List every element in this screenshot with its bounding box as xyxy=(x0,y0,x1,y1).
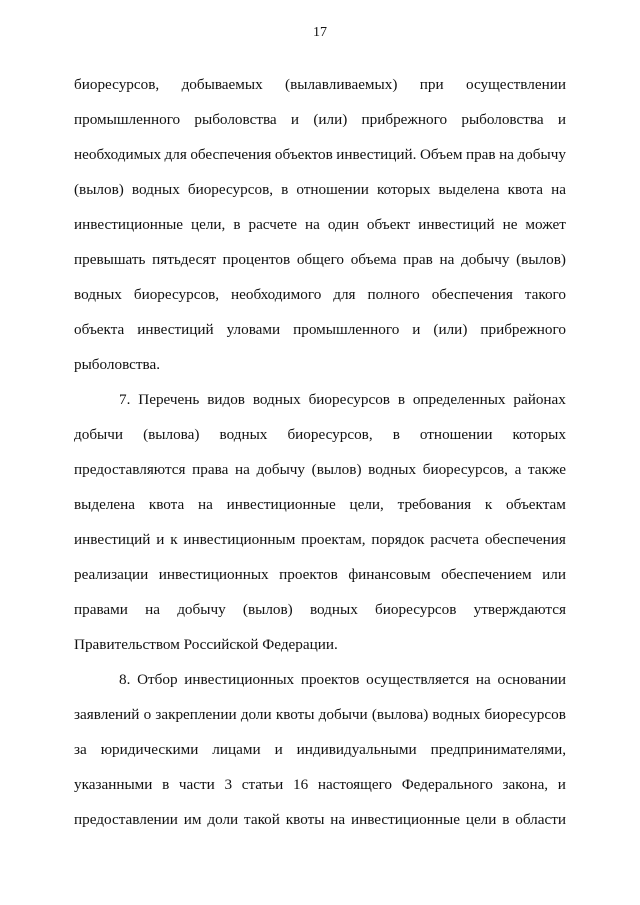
word: инвестиционным xyxy=(183,531,296,548)
text-line xyxy=(74,242,566,277)
word: обеспечения xyxy=(190,146,272,163)
text-line: рыболовства. xyxy=(74,356,161,373)
word: видов xyxy=(207,391,245,408)
word: цели xyxy=(465,811,497,828)
word: и xyxy=(412,321,421,338)
word: а xyxy=(514,461,522,478)
word: на xyxy=(499,146,514,163)
word: на xyxy=(235,461,250,478)
word: обеспечения xyxy=(484,531,566,548)
text-line xyxy=(74,207,566,242)
word: квота xyxy=(148,496,185,513)
word: такого xyxy=(524,286,566,303)
word: прибрежного xyxy=(480,321,566,338)
word: расчете xyxy=(248,216,297,233)
word: биоресурсов, xyxy=(187,181,274,198)
word: инвестиционных xyxy=(184,671,295,688)
word: требования xyxy=(397,496,472,513)
word: 8. xyxy=(119,671,131,688)
word: 16 xyxy=(292,776,309,793)
word: инвестиционные xyxy=(74,216,184,233)
word: предпринимателями, xyxy=(430,741,566,758)
word: и xyxy=(156,531,165,548)
word: квоты xyxy=(285,811,325,828)
word: водных xyxy=(252,391,301,408)
text-line xyxy=(74,417,566,452)
word: права xyxy=(192,461,229,478)
text-line xyxy=(74,277,566,312)
word: пятьдесят xyxy=(152,251,216,268)
word: цели, xyxy=(190,216,226,233)
word: добычу xyxy=(460,251,510,268)
word: биоресурсов xyxy=(484,706,566,723)
word: добычи xyxy=(318,706,368,723)
word: (вылавливаемых) xyxy=(285,76,398,93)
word: добычу xyxy=(177,601,226,618)
word: закона, xyxy=(502,776,549,793)
word: для xyxy=(164,146,187,163)
word: водных xyxy=(131,181,180,198)
word: реализации xyxy=(74,566,149,583)
word: осуществляется xyxy=(366,671,470,688)
word: не xyxy=(502,216,518,233)
word: водных xyxy=(368,461,417,478)
word: предоставляются xyxy=(74,461,186,478)
word: на xyxy=(439,251,455,268)
word: в xyxy=(502,811,510,828)
word: водных xyxy=(432,706,481,723)
text-line xyxy=(74,452,566,487)
word: обеспечением xyxy=(441,566,532,583)
word: в xyxy=(162,776,170,793)
word: финансовым xyxy=(348,566,431,583)
word: на xyxy=(198,496,213,513)
word: такой xyxy=(244,811,280,828)
word: общего xyxy=(296,251,345,268)
word: прав xyxy=(465,146,496,163)
word: отношении xyxy=(296,181,369,198)
word: статьи xyxy=(241,776,284,793)
word: 7. xyxy=(119,391,131,408)
word: при xyxy=(419,76,444,93)
word: выделена xyxy=(438,181,500,198)
word: процентов xyxy=(222,251,291,268)
word: области xyxy=(515,811,566,828)
text-line xyxy=(74,382,566,417)
word: и xyxy=(557,111,566,128)
word: на xyxy=(330,811,346,828)
word: районах xyxy=(513,391,566,408)
document-body xyxy=(74,67,566,837)
word: инвестиционные xyxy=(226,496,336,513)
word: настоящего xyxy=(317,776,393,793)
word: (вылов) xyxy=(242,601,293,618)
word: цели, xyxy=(349,496,384,513)
word: осуществлении xyxy=(465,76,566,93)
word: которых xyxy=(377,181,431,198)
word: прав xyxy=(403,251,433,268)
word: части xyxy=(178,776,215,793)
word: проектам, xyxy=(301,531,366,548)
word: (вылов) xyxy=(74,181,124,198)
text-line xyxy=(74,312,566,347)
word: необходимого xyxy=(231,286,322,303)
text-line: Правительством Российской Федерации. xyxy=(74,636,338,653)
text-line xyxy=(74,662,566,697)
word: доли xyxy=(240,706,272,723)
word: (или) xyxy=(313,111,348,128)
word: и xyxy=(290,111,300,128)
word: юридическими xyxy=(100,741,199,758)
word: в xyxy=(392,426,400,443)
word: закреплении xyxy=(155,706,237,723)
word: водных xyxy=(219,426,268,443)
word: прибрежного xyxy=(361,111,448,128)
word: добычу xyxy=(256,461,306,478)
word: о xyxy=(143,706,152,723)
word: объектам xyxy=(506,496,566,513)
word: на xyxy=(475,671,491,688)
word: к xyxy=(484,496,493,513)
word: и xyxy=(557,776,566,793)
word: к xyxy=(170,531,178,548)
word: промышленного xyxy=(293,321,400,338)
text-line xyxy=(74,557,566,592)
word: отношении xyxy=(419,426,493,443)
text-line xyxy=(74,522,566,557)
word: превышать xyxy=(74,251,146,268)
text-line xyxy=(74,487,566,522)
text-line xyxy=(74,732,566,767)
word: проектов xyxy=(279,566,338,583)
word: биоресурсов xyxy=(375,601,457,618)
word: утверждаются xyxy=(473,601,566,618)
page-number: 17 xyxy=(313,25,327,40)
word: за xyxy=(74,741,87,758)
text-line xyxy=(74,767,566,802)
word: рыболовства xyxy=(194,111,277,128)
word: может xyxy=(525,216,566,233)
text-line xyxy=(74,102,566,137)
word: (вылов) xyxy=(311,461,362,478)
word: водных xyxy=(309,601,358,618)
word: инвестиционных xyxy=(158,566,269,583)
text-line xyxy=(74,67,566,102)
word: инвестиций xyxy=(74,531,151,548)
word: проектов xyxy=(300,671,360,688)
word: индивидуальными xyxy=(296,741,417,758)
word: объекта xyxy=(74,321,125,338)
word: 3 xyxy=(224,776,233,793)
word: в xyxy=(233,216,241,233)
word: основании xyxy=(497,671,566,688)
word: правами xyxy=(74,601,128,618)
word: водных xyxy=(74,286,122,303)
word: Федерального xyxy=(401,776,493,793)
word: биоресурсов, xyxy=(287,426,373,443)
word: квоты xyxy=(275,706,315,723)
word: также xyxy=(527,461,566,478)
text-line xyxy=(74,802,566,837)
word: биоресурсов, xyxy=(422,461,508,478)
word: добычу xyxy=(517,146,566,163)
word: на xyxy=(304,216,320,233)
word: лицами xyxy=(212,741,261,758)
word: порядок xyxy=(371,531,425,548)
word: рыболовства xyxy=(461,111,544,128)
word: добываемых xyxy=(181,76,263,93)
word: заявлений xyxy=(74,706,140,723)
word: или xyxy=(542,566,566,583)
word: определенных xyxy=(412,391,506,408)
word: которых xyxy=(512,426,566,443)
word: в xyxy=(397,391,405,408)
word: инвестиций. xyxy=(336,146,417,163)
word: биоресурсов, xyxy=(74,76,160,93)
word: и xyxy=(274,741,283,758)
word: Отбор xyxy=(137,671,178,688)
word: квота xyxy=(507,181,544,198)
word: промышленного xyxy=(74,111,181,128)
word: доли xyxy=(207,811,239,828)
word: биоресурсов, xyxy=(133,286,220,303)
word: для xyxy=(333,286,356,303)
word: (или) xyxy=(433,321,468,338)
word: на xyxy=(145,601,160,618)
text-line xyxy=(74,172,566,207)
text-line xyxy=(74,592,566,627)
word: обеспечения xyxy=(431,286,513,303)
word: объема xyxy=(350,251,397,268)
word: объектов xyxy=(274,146,333,163)
word: объект xyxy=(366,216,411,233)
word: полного xyxy=(367,286,420,303)
word: выделена xyxy=(74,496,136,513)
word: добычи xyxy=(74,426,124,443)
word: необходимых xyxy=(74,146,162,163)
word: указанными xyxy=(74,776,153,793)
word: инвестиций xyxy=(418,216,495,233)
text-line xyxy=(74,697,566,732)
word: уловами xyxy=(226,321,281,338)
word: Объем xyxy=(419,146,463,163)
word: биоресурсов xyxy=(308,391,390,408)
word: (вылова) xyxy=(371,706,429,723)
word: (вылова) xyxy=(143,426,200,443)
word: один xyxy=(327,216,359,233)
word: инвестиционные xyxy=(350,811,460,828)
word: инвестиций xyxy=(137,321,214,338)
text-line xyxy=(74,137,566,172)
word: расчета xyxy=(430,531,479,548)
word: на xyxy=(551,181,566,198)
word: Перечень xyxy=(138,391,200,408)
word: предоставлении xyxy=(74,811,178,828)
word: им xyxy=(183,811,202,828)
word: (вылов) xyxy=(516,251,566,268)
word: в xyxy=(281,181,289,198)
